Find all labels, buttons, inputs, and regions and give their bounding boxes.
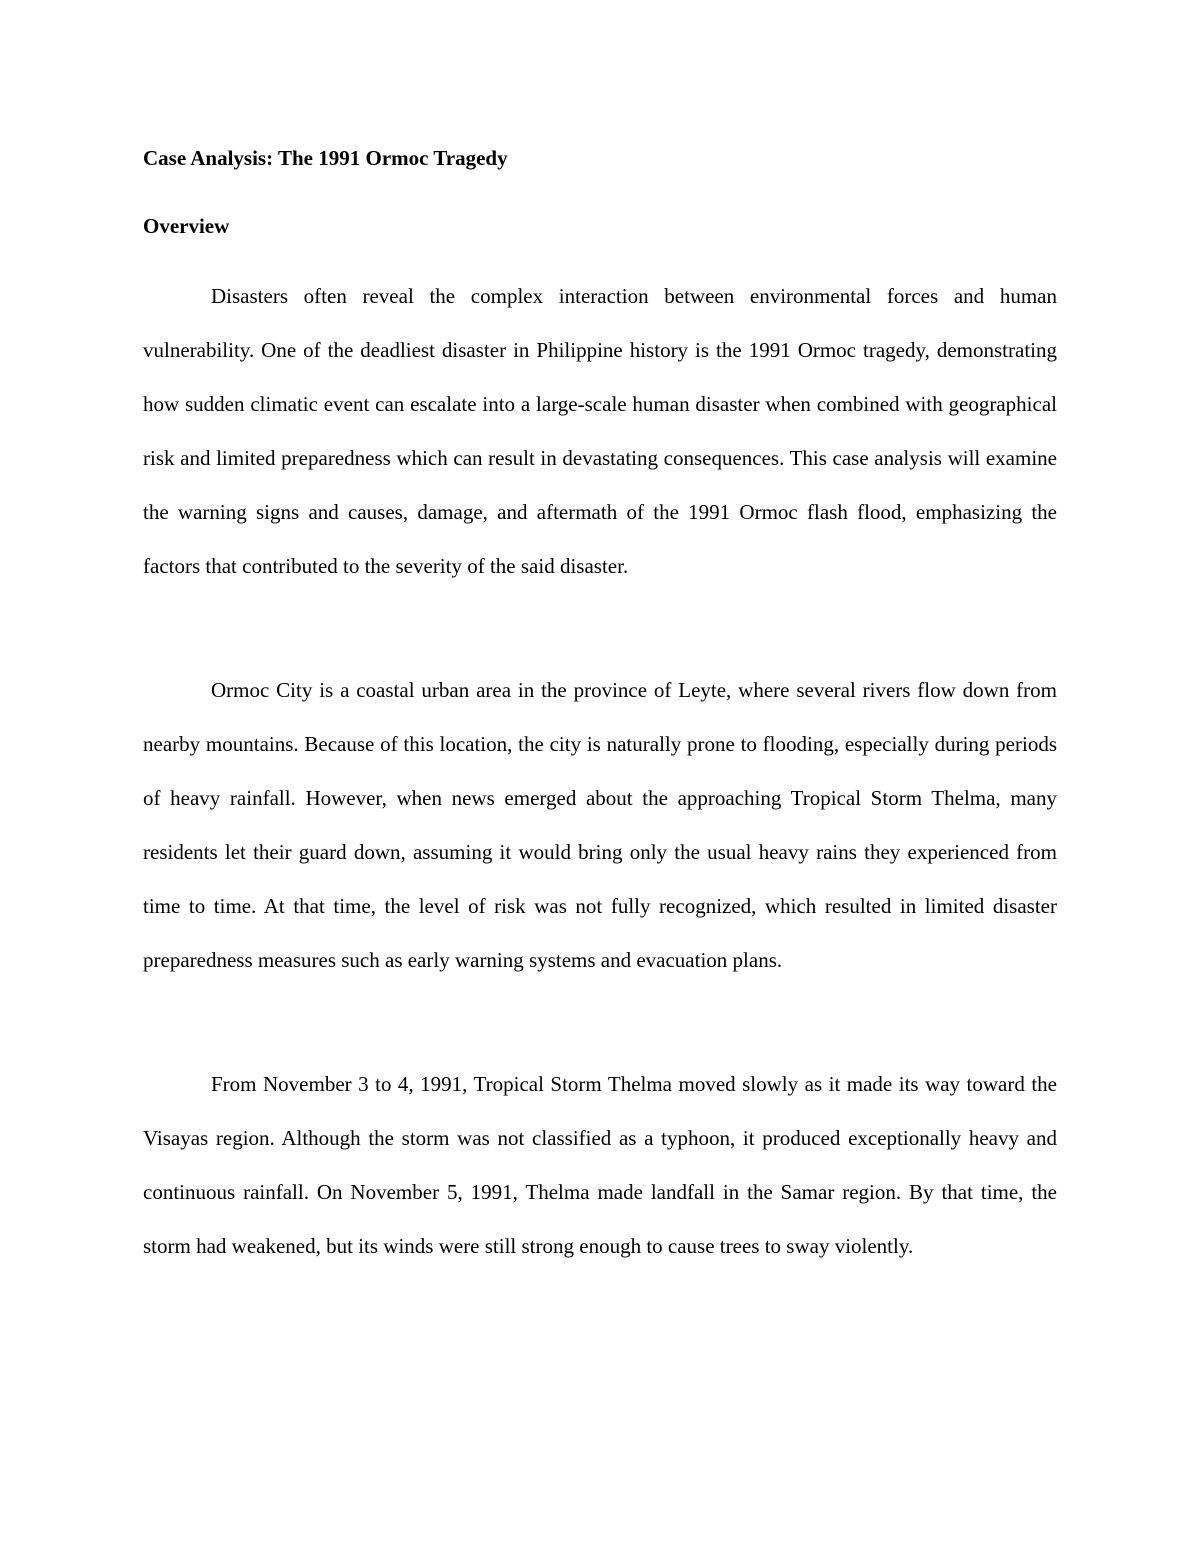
body-paragraph: Ormoc City is a coastal urban area in the province of Leyte, where several rivers flow down from nearby mountains. Because of this location, the city is naturally prone to flooding, especially during periods of heavy rainfall. However, when news emerged about the approaching Tropical Storm Thelma, many residents let their guard down, assuming it would bring only the usual heavy rains they experienced from time to time. At that time, the level of risk was not fully recognized, which resulted in limited disaster preparedness measures such as early warning systems and evacuation plans. [143, 678, 1057, 972]
body-paragraph: From November 3 to 4, 1991, Tropical Storm Thelma moved slowly as it made its way toward the Visayas region. Although the storm was not classified as a typhoon, it produced exceptionally heavy and continuous rainfall. On November 5, 1991, Thelma made landfall in the Samar region. By that time, the storm had weakened, but its winds were still strong enough to cause trees to sway violently. [143, 1072, 1057, 1258]
section-heading-overview: Overview [143, 214, 230, 238]
document-title: Case Analysis: The 1991 Ormoc Tragedy [143, 146, 508, 170]
body-paragraph: Disasters often reveal the complex interaction between environmental forces and human vulnerability. One of the deadliest disaster in Philippine history is the 1991 Ormoc tragedy, demonstrating how sudden climatic event can escalate into a large-scale human disaster when combined with geographical risk and limited preparedness which can result in devastating consequences. This case analysis will examine the warning signs and causes, damage, and aftermath of the 1991 Ormoc flash flood, emphasizing the factors that contributed to the severity of the said disaster. [143, 284, 1057, 578]
